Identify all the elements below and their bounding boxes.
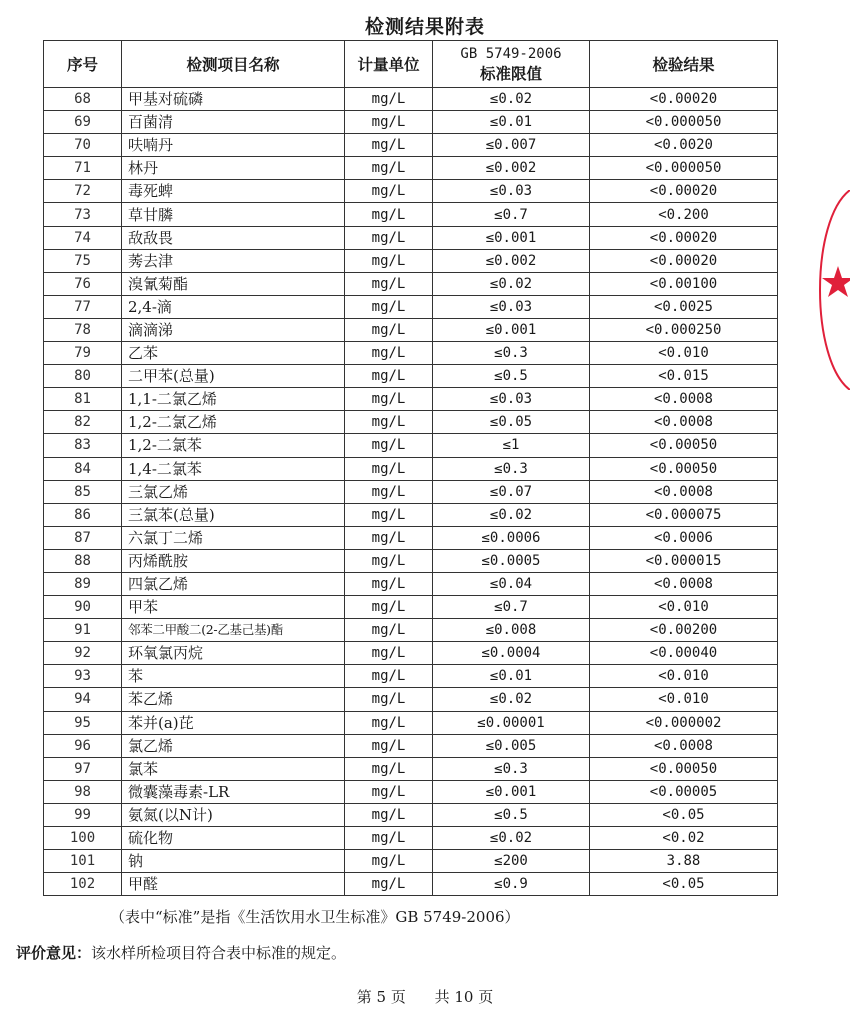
header-limit (433, 41, 590, 88)
cell-no: 79 (44, 342, 122, 365)
cell-item-name: 毒死蜱 (122, 180, 345, 203)
cell-item-name: 三氯苯(总量) (122, 503, 345, 526)
table-row (44, 388, 778, 411)
cell-no: 97 (44, 757, 122, 780)
cell-result: <0.000002 (590, 711, 778, 734)
cell-item-name: 1,2-二氯苯 (122, 434, 345, 457)
cell-result: <0.0008 (590, 734, 778, 757)
cell-limit: ≤0.008 (433, 619, 590, 642)
cell-limit: ≤0.5 (433, 803, 590, 826)
cell-result: <0.010 (590, 342, 778, 365)
table-row (44, 572, 778, 595)
table-row (44, 111, 778, 134)
cell-unit: mg/L (345, 295, 433, 318)
cell-no: 94 (44, 688, 122, 711)
cell-no: 71 (44, 157, 122, 180)
cell-result: <0.05 (590, 873, 778, 896)
page-footer (0, 986, 850, 1007)
cell-no: 72 (44, 180, 122, 203)
header-limit-standard: GB 5749-2006 (460, 46, 562, 62)
cell-limit: ≤0.02 (433, 272, 590, 295)
table-row (44, 88, 778, 111)
standard-note: （表中“标准”是指《生活饮用水卫生标准》GB 5749-2006） (110, 908, 520, 926)
cell-item-name: 莠去津 (122, 249, 345, 272)
cell-limit: ≤0.01 (433, 111, 590, 134)
cell-unit: mg/L (345, 157, 433, 180)
cell-limit: ≤0.0006 (433, 526, 590, 549)
cell-limit: ≤0.03 (433, 388, 590, 411)
cell-item-name: 草甘膦 (122, 203, 345, 226)
table-row (44, 180, 778, 203)
cell-limit: ≤1 (433, 434, 590, 457)
cell-item-name: 钠 (122, 850, 345, 873)
cell-result: <0.00200 (590, 619, 778, 642)
cell-no: 82 (44, 411, 122, 434)
cell-limit: ≤0.02 (433, 503, 590, 526)
table-row (44, 249, 778, 272)
cell-no: 70 (44, 134, 122, 157)
cell-result: <0.00050 (590, 434, 778, 457)
cell-no: 99 (44, 803, 122, 826)
table-row (44, 619, 778, 642)
cell-limit: ≤0.001 (433, 318, 590, 341)
cell-no: 69 (44, 111, 122, 134)
cell-result: <0.00100 (590, 272, 778, 295)
cell-no: 74 (44, 226, 122, 249)
cell-result: <0.015 (590, 365, 778, 388)
table-row (44, 226, 778, 249)
cell-item-name: 2,4-滴 (122, 295, 345, 318)
cell-unit: mg/L (345, 249, 433, 272)
evaluation-text: 该水样所检项目符合表中标准的规定。 (91, 944, 347, 962)
table-row (44, 596, 778, 619)
cell-no: 101 (44, 850, 122, 873)
cell-item-name: 甲苯 (122, 596, 345, 619)
cell-no: 68 (44, 88, 122, 111)
cell-no: 75 (44, 249, 122, 272)
cell-result: <0.0008 (590, 411, 778, 434)
cell-result: <0.00020 (590, 226, 778, 249)
cell-item-name: 二甲苯(总量) (122, 365, 345, 388)
table-row (44, 411, 778, 434)
cell-no: 102 (44, 873, 122, 896)
cell-unit: mg/L (345, 850, 433, 873)
cell-item-name: 丙烯酰胺 (122, 549, 345, 572)
cell-no: 80 (44, 365, 122, 388)
cell-limit: ≤0.001 (433, 780, 590, 803)
cell-item-name: 六氯丁二烯 (122, 526, 345, 549)
cell-limit: ≤0.03 (433, 295, 590, 318)
page-total: 共 10 页 (434, 988, 494, 1006)
cell-unit: mg/L (345, 411, 433, 434)
cell-item-name: 氯乙烯 (122, 734, 345, 757)
cell-result: <0.02 (590, 827, 778, 850)
cell-limit: ≤0.005 (433, 734, 590, 757)
header-limit-label: 标准限值 (479, 64, 542, 83)
table-row (44, 365, 778, 388)
table-row (44, 850, 778, 873)
cell-item-name: 甲醛 (122, 873, 345, 896)
header-unit: 计量单位 (345, 41, 433, 88)
table-row (44, 157, 778, 180)
cell-unit: mg/L (345, 203, 433, 226)
cell-unit: mg/L (345, 780, 433, 803)
cell-unit: mg/L (345, 134, 433, 157)
cell-item-name: 环氧氯丙烷 (122, 642, 345, 665)
cell-item-name: 四氯乙烯 (122, 572, 345, 595)
cell-no: 93 (44, 665, 122, 688)
table-row (44, 803, 778, 826)
cell-no: 81 (44, 388, 122, 411)
cell-result: <0.010 (590, 596, 778, 619)
cell-limit: ≤0.001 (433, 226, 590, 249)
cell-limit: ≤0.3 (433, 757, 590, 780)
header-no: 序号 (44, 41, 122, 88)
cell-no: 88 (44, 549, 122, 572)
table-row (44, 549, 778, 572)
cell-item-name: 1,1-二氯乙烯 (122, 388, 345, 411)
cell-result: <0.010 (590, 665, 778, 688)
cell-limit: ≤0.002 (433, 157, 590, 180)
table-row (44, 827, 778, 850)
cell-result: <0.000050 (590, 111, 778, 134)
cell-item-name: 百菌清 (122, 111, 345, 134)
cell-unit: mg/L (345, 111, 433, 134)
cell-result: <0.000075 (590, 503, 778, 526)
cell-result: <0.00020 (590, 180, 778, 203)
table-row (44, 134, 778, 157)
cell-result: <0.0020 (590, 134, 778, 157)
cell-limit: ≤200 (433, 850, 590, 873)
cell-item-name: 邻苯二甲酸二(2-乙基己基)酯 (122, 619, 345, 642)
cell-no: 98 (44, 780, 122, 803)
cell-no: 89 (44, 572, 122, 595)
cell-unit: mg/L (345, 434, 433, 457)
cell-item-name: 三氯乙烯 (122, 480, 345, 503)
cell-no: 76 (44, 272, 122, 295)
table-row (44, 434, 778, 457)
cell-unit: mg/L (345, 827, 433, 850)
cell-item-name: 呋喃丹 (122, 134, 345, 157)
cell-item-name: 苯 (122, 665, 345, 688)
cell-item-name: 1,2-二氯乙烯 (122, 411, 345, 434)
cell-result: <0.00020 (590, 88, 778, 111)
header-result: 检验结果 (590, 41, 778, 88)
cell-limit: ≤0.007 (433, 134, 590, 157)
cell-no: 95 (44, 711, 122, 734)
cell-result: <0.000015 (590, 549, 778, 572)
cell-unit: mg/L (345, 272, 433, 295)
table-row (44, 203, 778, 226)
cell-unit: mg/L (345, 342, 433, 365)
table-row (44, 757, 778, 780)
cell-result: <0.000250 (590, 318, 778, 341)
seal-star-icon (822, 266, 850, 297)
cell-limit: ≤0.01 (433, 665, 590, 688)
cell-item-name: 乙苯 (122, 342, 345, 365)
cell-result: <0.0008 (590, 388, 778, 411)
evaluation (16, 942, 346, 963)
cell-item-name: 溴氰菊酯 (122, 272, 345, 295)
cell-no: 78 (44, 318, 122, 341)
cell-result: <0.000050 (590, 157, 778, 180)
table-title: 检测结果附表 (364, 16, 485, 38)
cell-unit: mg/L (345, 526, 433, 549)
cell-result: <0.010 (590, 688, 778, 711)
cell-result: <0.0008 (590, 480, 778, 503)
cell-no: 87 (44, 526, 122, 549)
cell-result: <0.00050 (590, 757, 778, 780)
cell-result: <0.0008 (590, 572, 778, 595)
cell-unit: mg/L (345, 642, 433, 665)
cell-no: 77 (44, 295, 122, 318)
header-name: 检测项目名称 (122, 41, 345, 88)
cell-limit: ≤0.002 (433, 249, 590, 272)
cell-limit: ≤0.02 (433, 827, 590, 850)
cell-unit: mg/L (345, 572, 433, 595)
cell-unit: mg/L (345, 596, 433, 619)
cell-limit: ≤0.3 (433, 457, 590, 480)
cell-item-name: 苯乙烯 (122, 688, 345, 711)
cell-item-name: 敌敌畏 (122, 226, 345, 249)
table-row (44, 503, 778, 526)
cell-no: 86 (44, 503, 122, 526)
cell-limit: ≤0.0005 (433, 549, 590, 572)
table-row (44, 342, 778, 365)
cell-result: <0.00040 (590, 642, 778, 665)
official-seal-partial (810, 190, 850, 390)
cell-result: <0.05 (590, 803, 778, 826)
cell-result: <0.0006 (590, 526, 778, 549)
cell-unit: mg/L (345, 803, 433, 826)
cell-item-name: 氨氮(以N计) (122, 803, 345, 826)
table-row (44, 873, 778, 896)
cell-item-name: 氯苯 (122, 757, 345, 780)
cell-result: 3.88 (590, 850, 778, 873)
cell-unit: mg/L (345, 226, 433, 249)
cell-unit: mg/L (345, 688, 433, 711)
cell-unit: mg/L (345, 619, 433, 642)
cell-unit: mg/L (345, 665, 433, 688)
cell-unit: mg/L (345, 873, 433, 896)
cell-item-name: 1,4-二氯苯 (122, 457, 345, 480)
cell-limit: ≤0.3 (433, 342, 590, 365)
cell-result: <0.00050 (590, 457, 778, 480)
cell-limit: ≤0.9 (433, 873, 590, 896)
cell-item-name: 林丹 (122, 157, 345, 180)
cell-unit: mg/L (345, 365, 433, 388)
cell-unit: mg/L (345, 318, 433, 341)
seal-fragment-graphic (810, 190, 850, 390)
table-row (44, 734, 778, 757)
table-row (44, 780, 778, 803)
cell-item-name: 滴滴涕 (122, 318, 345, 341)
cell-result: <0.00005 (590, 780, 778, 803)
cell-unit: mg/L (345, 711, 433, 734)
cell-unit: mg/L (345, 88, 433, 111)
table-row (44, 457, 778, 480)
cell-no: 73 (44, 203, 122, 226)
cell-limit: ≤0.03 (433, 180, 590, 203)
cell-no: 84 (44, 457, 122, 480)
cell-limit: ≤0.7 (433, 596, 590, 619)
cell-no: 85 (44, 480, 122, 503)
cell-limit: ≤0.7 (433, 203, 590, 226)
cell-result: <0.0025 (590, 295, 778, 318)
cell-unit: mg/L (345, 734, 433, 757)
cell-no: 92 (44, 642, 122, 665)
evaluation-label: 评价意见： (16, 944, 92, 962)
cell-unit: mg/L (345, 388, 433, 411)
cell-result: <0.200 (590, 203, 778, 226)
results-table (43, 40, 778, 896)
cell-unit: mg/L (345, 480, 433, 503)
table-header-row (44, 41, 778, 88)
cell-limit: ≤0.00001 (433, 711, 590, 734)
table-row (44, 526, 778, 549)
cell-item-name: 甲基对硫磷 (122, 88, 345, 111)
table-row (44, 295, 778, 318)
cell-limit: ≤0.02 (433, 88, 590, 111)
cell-no: 90 (44, 596, 122, 619)
table-row (44, 711, 778, 734)
cell-unit: mg/L (345, 503, 433, 526)
cell-unit: mg/L (345, 757, 433, 780)
cell-limit: ≤0.04 (433, 572, 590, 595)
table-row (44, 665, 778, 688)
cell-result: <0.00020 (590, 249, 778, 272)
cell-unit: mg/L (345, 180, 433, 203)
cell-limit: ≤0.05 (433, 411, 590, 434)
cell-limit: ≤0.0004 (433, 642, 590, 665)
cell-unit: mg/L (345, 457, 433, 480)
cell-item-name: 微囊藻毒素-LR (122, 780, 345, 803)
page-number: 第 5 页 (356, 988, 406, 1006)
cell-no: 91 (44, 619, 122, 642)
cell-unit: mg/L (345, 549, 433, 572)
cell-no: 100 (44, 827, 122, 850)
cell-limit: ≤0.5 (433, 365, 590, 388)
table-row (44, 272, 778, 295)
table-row (44, 688, 778, 711)
cell-limit: ≤0.02 (433, 688, 590, 711)
table-row (44, 480, 778, 503)
cell-limit: ≤0.07 (433, 480, 590, 503)
table-row (44, 318, 778, 341)
table-row (44, 642, 778, 665)
cell-item-name: 硫化物 (122, 827, 345, 850)
cell-item-name: 苯并(a)芘 (122, 711, 345, 734)
cell-no: 83 (44, 434, 122, 457)
cell-no: 96 (44, 734, 122, 757)
